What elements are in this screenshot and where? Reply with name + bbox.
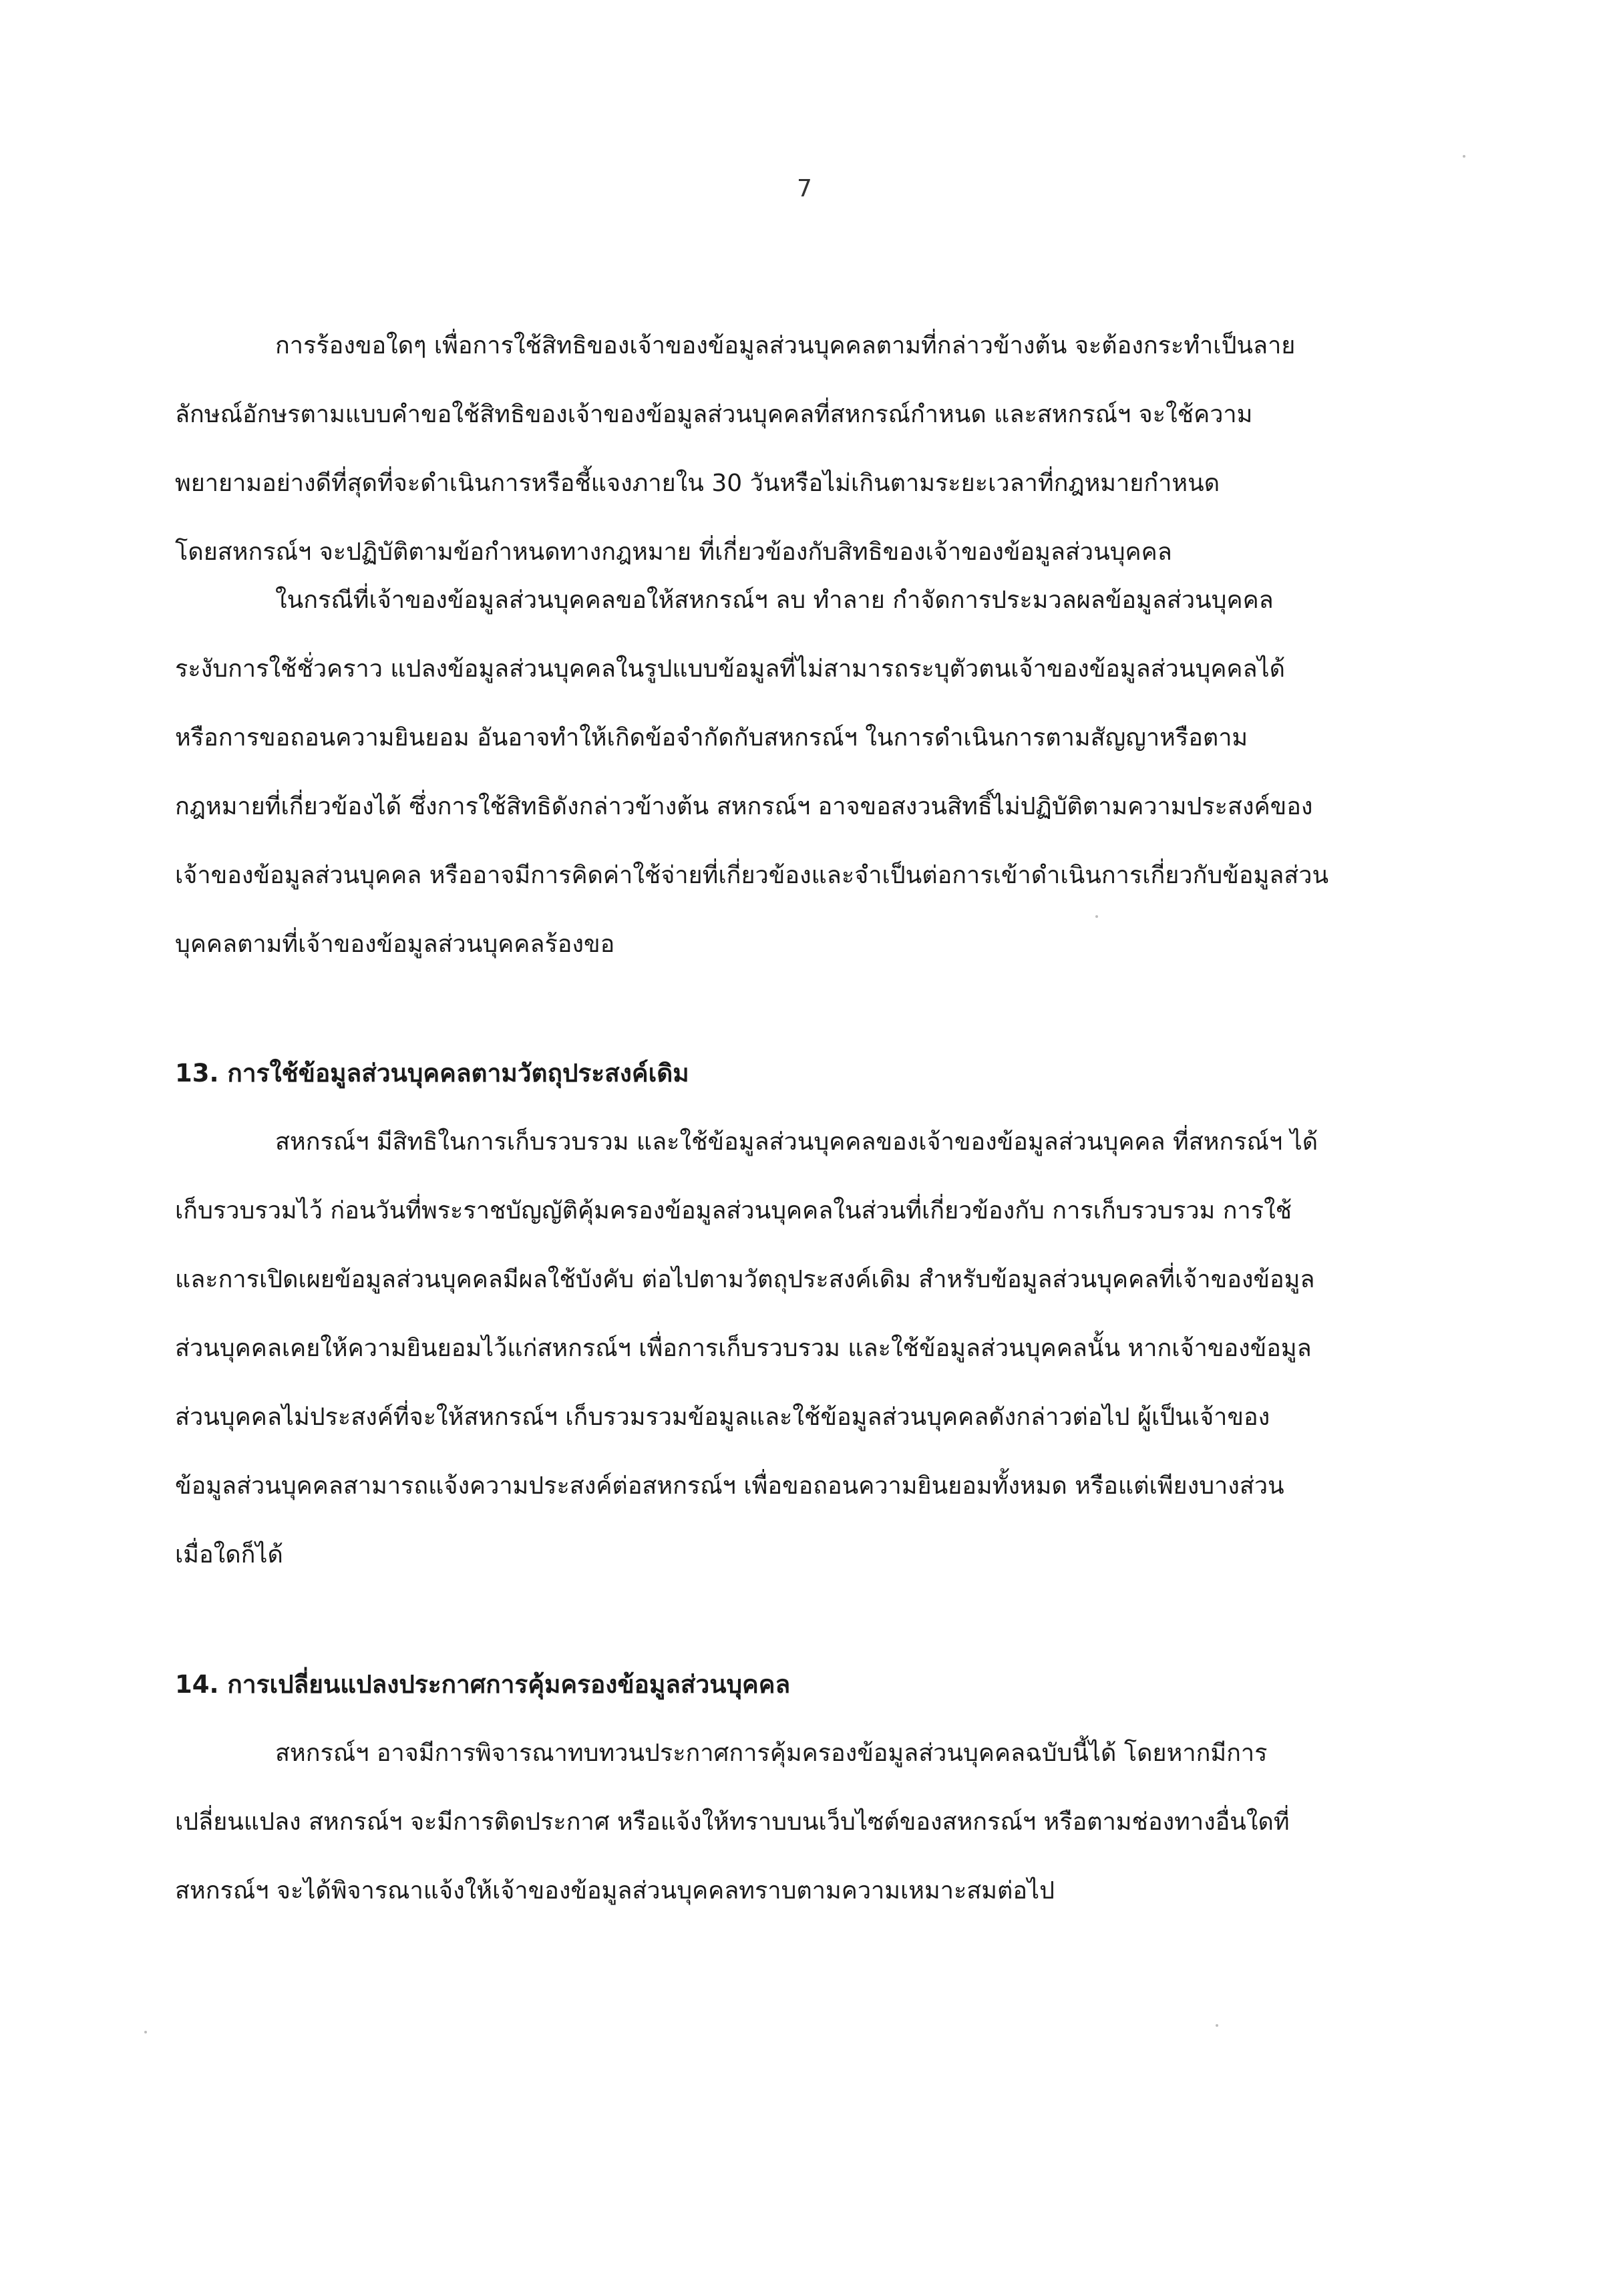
paragraph-line: สหกรณ์ฯ จะได้พิจารณาแจ้งให้เจ้าของข้อมูลส่วนบุคคลทราบตามความเหมาะสมต่อไป <box>175 1877 1055 1905</box>
scan-speck <box>144 2031 147 2033</box>
paragraph-line: เมื่อใดก็ได้ <box>175 1541 283 1569</box>
paragraph-line: เก็บรวบรวมไว้ ก่อนวันที่พระราชบัญญัติคุ้มครองข้อมูลส่วนบุคคลในส่วนที่เกี่ยวข้องกับ การเก็บรวบรวม การใช้ <box>175 1197 1292 1224</box>
section-14 <box>175 1650 1444 1925</box>
intro-paragraph-2 <box>175 566 1444 979</box>
paragraph-line: เจ้าของข้อมูลส่วนบุคคล หรืออาจมีการคิดค่าใช้จ่ายที่เกี่ยวข้องและจำเป็นต่อการเข้าดำเนินการเกี่ยวกับข้อมูลส่วน <box>175 862 1329 889</box>
paragraph-line: ลักษณ์อักษรตามแบบคำขอใช้สิทธิของเจ้าของข้อมูลส่วนบุคคลที่สหกรณ์กำหนด และสหกรณ์ฯ จะใช้ความ <box>175 401 1253 428</box>
paragraph-line: บุคคลตามที่เจ้าของข้อมูลส่วนบุคคลร้องขอ <box>175 931 615 958</box>
page-number: 7 <box>797 175 812 202</box>
paragraph-line: เปลี่ยนแปลง สหกรณ์ฯ จะมีการติดประกาศ หรือแจ้งให้ทราบบนเว็บไซต์ของสหกรณ์ฯ หรือตามช่องทางอื่นใดที่ <box>175 1808 1290 1836</box>
scan-speck <box>1216 2024 1218 2027</box>
paragraph-line: สหกรณ์ฯ อาจมีการพิจารณาทบทวนประกาศการคุ้มครองข้อมูลส่วนบุคคลฉบับนี้ได้ โดยหากมีการ <box>275 1740 1268 1767</box>
paragraph-line: การร้องขอใดๆ เพื่อการใช้สิทธิของเจ้าของข้อมูลส่วนบุคคลตามที่กล่าวข้างต้น จะต้องกระทำเป็นลาย <box>275 332 1296 359</box>
paragraph-line: กฎหมายที่เกี่ยวข้องได้ ซึ่งการใช้สิทธิดังกล่าวข้างต้น สหกรณ์ฯ อาจขอสงวนสิทธิ์ไม่ปฏิบัติตามความประสงค์ของ <box>175 793 1313 820</box>
paragraph-line: ส่วนบุคคลเคยให้ความยินยอมไว้แก่สหกรณ์ฯ เพื่อการเก็บรวบรวม และใช้ข้อมูลส่วนบุคคลนั้น หากเจ้าของข้อมูล <box>175 1335 1312 1362</box>
paragraph-line: ระงับการใช้ชั่วคราว แปลงข้อมูลส่วนบุคคลในรูปแบบข้อมูลที่ไม่สามารถระบุตัวตนเจ้าของข้อมูลส่วนบุคคลได้ <box>175 655 1286 683</box>
intro-paragraph-1 <box>175 311 1444 587</box>
section-14-heading: 14. การเปลี่ยนแปลงประกาศการคุ้มครองข้อมูลส่วนบุคคล <box>175 1670 791 1699</box>
paragraph-line: ในกรณีที่เจ้าของข้อมูลส่วนบุคคลขอให้สหกรณ์ฯ ลบ ทำลาย กำจัดการประมวลผลข้อมูลส่วนบุคคล <box>275 587 1274 614</box>
paragraph-line: ส่วนบุคคลไม่ประสงค์ที่จะให้สหกรณ์ฯ เก็บรวมรวมข้อมูลและใช้ข้อมูลส่วนบุคคลดังกล่าวต่อไป ผู้เป็นเจ้าของ <box>175 1404 1270 1431</box>
paragraph-line: โดยสหกรณ์ฯ จะปฏิบัติตามข้อกำหนดทางกฎหมาย ที่เกี่ยวข้องกับสิทธิของเจ้าของข้อมูลส่วนบุคคล <box>175 538 1172 566</box>
section-13 <box>175 1039 1444 1589</box>
paragraph-line: สหกรณ์ฯ มีสิทธิในการเก็บรวบรวม และใช้ข้อมูลส่วนบุคคลของเจ้าของข้อมูลส่วนบุคคล ที่สหกรณ์ฯ ได้ <box>275 1128 1318 1156</box>
scan-speck <box>1463 155 1465 158</box>
scan-speck <box>1095 915 1098 918</box>
paragraph-line: พยายามอย่างดีที่สุดที่จะดำเนินการหรือชี้แจงภายใน 30 วันหรือไม่เกินตามระยะเวลาที่กฎหมายกำหนด <box>175 470 1220 497</box>
paragraph-line: ข้อมูลส่วนบุคคลสามารถแจ้งความประสงค์ต่อสหกรณ์ฯ เพื่อขอถอนความยินยอมทั้งหมด หรือแต่เพียงบางส่วน <box>175 1472 1284 1500</box>
paragraph-line: และการเปิดเผยข้อมูลส่วนบุคคลมีผลใช้บังคับ ต่อไปตามวัตถุประสงค์เดิม สำหรับข้อมูลส่วนบุคคลที่เจ้าของข้อมูล <box>175 1266 1315 1293</box>
section-13-heading: 13. การใช้ข้อมูลส่วนบุคคลตามวัตถุประสงค์เดิม <box>175 1059 689 1088</box>
paragraph-line: หรือการขอถอนความยินยอม อันอาจทำให้เกิดข้อจำกัดกับสหกรณ์ฯ ในการดำเนินการตามสัญญาหรือตาม <box>175 724 1248 752</box>
